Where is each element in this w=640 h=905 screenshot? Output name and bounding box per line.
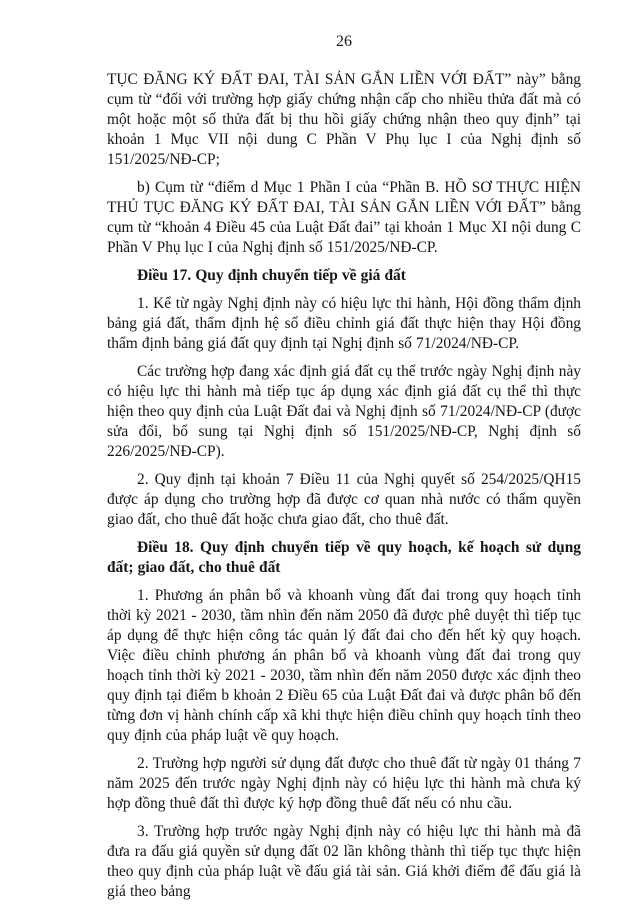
paragraph-article17-clause1: 1. Kể từ ngày Nghị định này có hiệu lực thi hành, Hội đồng thẩm định bảng giá đất, thẩm định hệ số điều chỉnh giá đất thực hiện thay Hội đồng thẩm định bảng giá đất quy định tại Nghị định số 71/2024/NĐ-CP. <box>107 295 581 352</box>
paragraph-article18-clause2: 2. Trường hợp người sử dụng đất được cho thuê đất từ ngày 01 tháng 7 năm 2025 đến trước ngày Nghị định này có hiệu lực thi hành mà chưa ký hợp đồng thuê đất thì được ký hợp đồng thuê đất nếu có nhu cầu. <box>107 755 581 812</box>
article-18-heading: Điều 18. Quy định chuyển tiếp về quy hoạch, kế hoạch sử dụng đất; giao đất, cho thuê đất <box>107 539 581 576</box>
paragraph-article17-clause1-cont: Các trường hợp đang xác định giá đất cụ thể trước ngày Nghị định này có hiệu lực thi hành mà tiếp tục áp dụng xác định giá đất cụ thể thì thực hiện theo quy định của Luật Đất đai và Nghị định số 71/2024/NĐ-CP (được sửa đổi, bổ sung tại Nghị định số 151/2025/NĐ-CP, Nghị định số 226/2025/NĐ-CP). <box>107 363 581 460</box>
paragraph-continuation: TỤC ĐĂNG KÝ ĐẤT ĐAI, TÀI SẢN GẮN LIỀN VỚI ĐẤT” này” bằng cụm từ “đối với trường hợp giấy chứng nhận cấp cho nhiều thửa đất mà có một hoặc một số thửa đất bị thu hồi giấy chứng nhận theo quy định” tại khoản 1 Mục VII nội dung C Phần V Phụ lục I của Nghị định số 151/2025/NĐ-CP; <box>107 71 581 168</box>
paragraph-article18-clause1: 1. Phương án phân bổ và khoanh vùng đất đai trong quy hoạch tỉnh thời kỳ 2021 - 2030, tầm nhìn đến năm 2050 đã được phê duyệt thì tiếp tục áp dụng để thực hiện công tác quản lý đất đai cho đến hết kỳ quy hoạch. Việc điều chỉnh phương án phân bổ và khoanh vùng đất đai trong quy hoạch tỉnh thời kỳ 2021 - 2030, tầm nhìn đến năm 2050 được xác định theo quy định tại điểm b khoản 2 Điều 65 của Luật Đất đai và được phân bổ đến từng đơn vị hành chính cấp xã khi thực hiện điều chỉnh quy hoạch tỉnh theo quy định của pháp luật về quy hoạch. <box>107 587 581 744</box>
page-number: 26 <box>336 33 352 50</box>
article-17-heading: Điều 17. Quy định chuyển tiếp về giá đất <box>137 267 406 284</box>
paragraph-article18-clause3: 3. Trường hợp trước ngày Nghị định này có hiệu lực thi hành mà đã đưa ra đấu giá quyền sử dụng đất 02 lần không thành thì tiếp tục thực hiện theo quy định của pháp luật về đấu giá tài sản. Giá khởi điểm để đấu giá là giá theo bảng <box>107 823 581 900</box>
paragraph-article17-clause2: 2. Quy định tại khoản 7 Điều 11 của Nghị quyết số 254/2025/QH15 được áp dụng cho trường hợp đã được cơ quan nhà nước có thẩm quyền giao đất, cho thuê đất hoặc chưa giao đất, cho thuê đất. <box>107 471 581 528</box>
document-body <box>107 70 581 902</box>
paragraph-point-b: b) Cụm từ “điểm d Mục 1 Phần I của “Phần B. HỒ SƠ THỰC HIỆN THỦ TỤC ĐĂNG KÝ ĐẤT ĐAI, TÀI SẢN GẮN LIỀN VỚI ĐẤT” bằng cụm từ “khoản 4 Điều 45 của Luật Đất đai” tại khoản 1 Mục XI nội dung C Phần V Phụ lục I của Nghị định số 151/2025/NĐ-CP. <box>107 179 581 256</box>
